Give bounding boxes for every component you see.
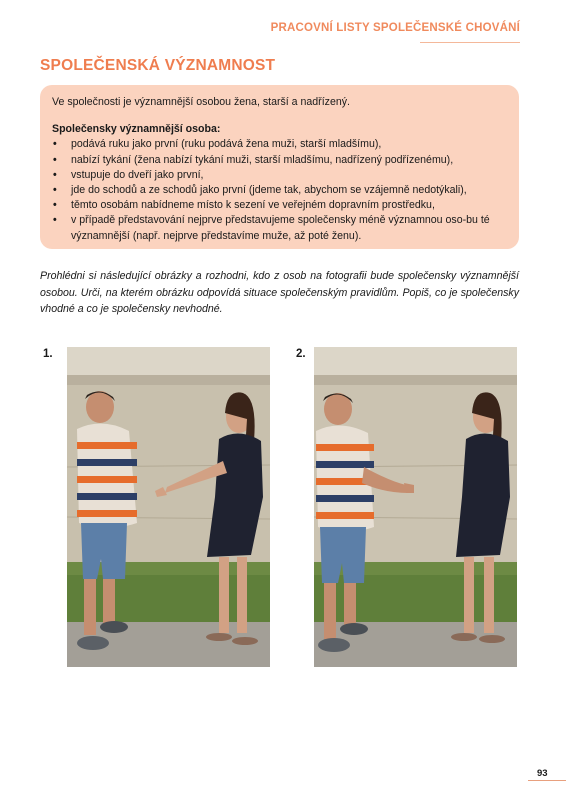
page-number: 93 [537,768,548,779]
info-box [40,85,519,249]
list-item: • těmto osobám nabídneme místo k sezení ve veřejném dopravním prostředku, [52,198,507,213]
photo-number-2: 2. [296,348,306,360]
rules-list [52,137,507,243]
photo-1 [67,347,270,667]
footer-rule [528,780,566,781]
photo-2-image [314,347,517,667]
photo-1-image [67,347,270,667]
info-heading: Společensky významnější osoba: [52,123,221,136]
list-item: • v případě představování nejprve představujeme společensky méně významnou oso-bu té významnější (např. nejprve představíme muže, až poté ženu). [52,213,507,243]
photo-2 [314,347,517,667]
header-rule [420,42,520,43]
info-intro: Ve společnosti je významnější osobou žena, starší a nadřízený. [52,96,350,108]
list-item: • vstupuje do dveří jako první, [52,168,507,183]
list-item: • podává ruku jako první (ruku podává žena muži, starší mladšímu), [52,137,507,152]
list-item: • jde do schodů a ze schodů jako první (jdeme tak, abychom se vzájemně nedotýkali), [52,183,507,198]
photo-number-1: 1. [43,348,53,360]
running-header: PRACOVNÍ LISTY SPOLEČENSKÉ CHOVÁNÍ [270,22,520,34]
section-title: SPOLEČENSKÁ VÝZNAMNOST [40,57,276,74]
task-text: Prohlédni si následující obrázky a rozhodni, kdo z osob na fotografii bude společensky významnější osobou. Urči, na kterém obrázku odpovídá situace společenským pravidlům. Popiš, co je společensky vhodné a co je společensky nevhodné. [40,270,519,315]
list-item: • nabízí tykání (žena nabízí tykání muži, starší mladšímu, nadřízený podřízenému), [52,153,507,168]
